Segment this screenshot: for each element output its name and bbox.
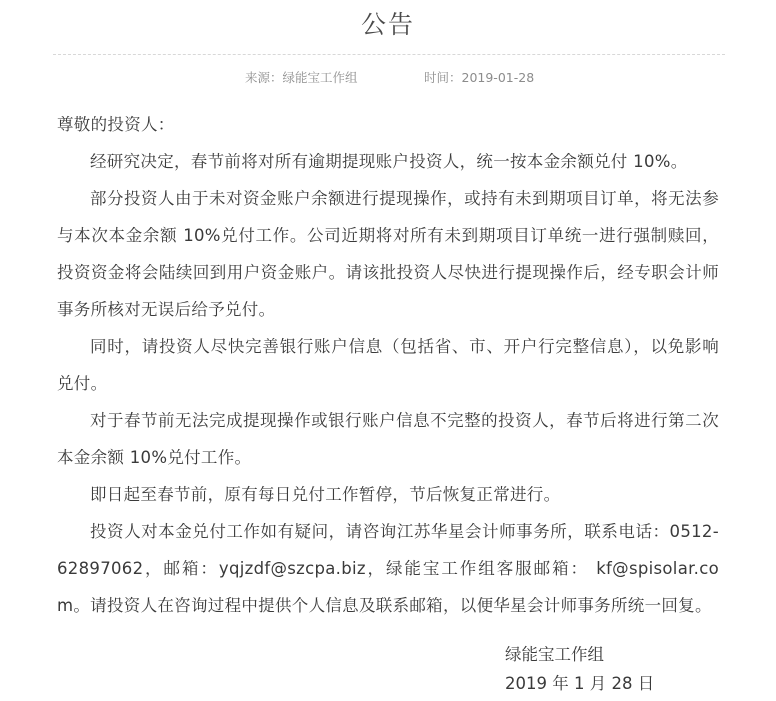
meta-time: 时间：2019-01-28 xyxy=(424,70,535,85)
paragraph-5: 即日起至春节前，原有每日兑付工作暂停，节后恢复正常进行。 xyxy=(90,485,561,504)
paragraph-6: 投资人对本金兑付工作如有疑问，请咨询江苏华星会计师事务所，联系电话：0512-62897062，邮箱：yqjzdf@szcpa.biz，绿能宝工作组客服邮箱： kf@spisolar.com。请投资人在咨询过程中提供个人信息及联系邮箱，以便华星会计师事务所统一回复。 xyxy=(57,522,719,615)
header-divider xyxy=(53,54,725,55)
paragraph-1: 经研究决定，春节前将对所有逾期提现账户投资人，统一按本金余额兑付 10%。 xyxy=(90,152,688,171)
page-title: 公告 xyxy=(360,10,415,39)
paragraph-2: 部分投资人由于未对资金账户余额进行提现操作，或持有未到期项目订单，将无法参与本次本金余额 10%兑付工作。公司近期将对所有未到期项目订单统一进行强制赎回，投资资金将会陆续回到用户资金账户。请该批投资人尽快进行提现操作后，经专职会计师事务所核对无误后给予兑付。 xyxy=(57,189,719,319)
meta-source: 来源：绿能宝工作组 xyxy=(245,70,358,85)
paragraph-3: 同时，请投资人尽快完善银行账户信息（包括省、市、开户行完整信息），以免影响兑付。 xyxy=(57,337,719,393)
document-meta xyxy=(0,68,776,88)
signature-organization: 绿能宝工作组 xyxy=(505,645,604,664)
document-body xyxy=(57,106,719,624)
paragraph-4: 对于春节前无法完成提现操作或银行账户信息不完整的投资人，春节后将进行第二次本金余额 10%兑付工作。 xyxy=(57,411,719,467)
salutation: 尊敬的投资人： xyxy=(57,115,175,134)
signature-date: 2019 年 1 月 28 日 xyxy=(505,674,655,693)
